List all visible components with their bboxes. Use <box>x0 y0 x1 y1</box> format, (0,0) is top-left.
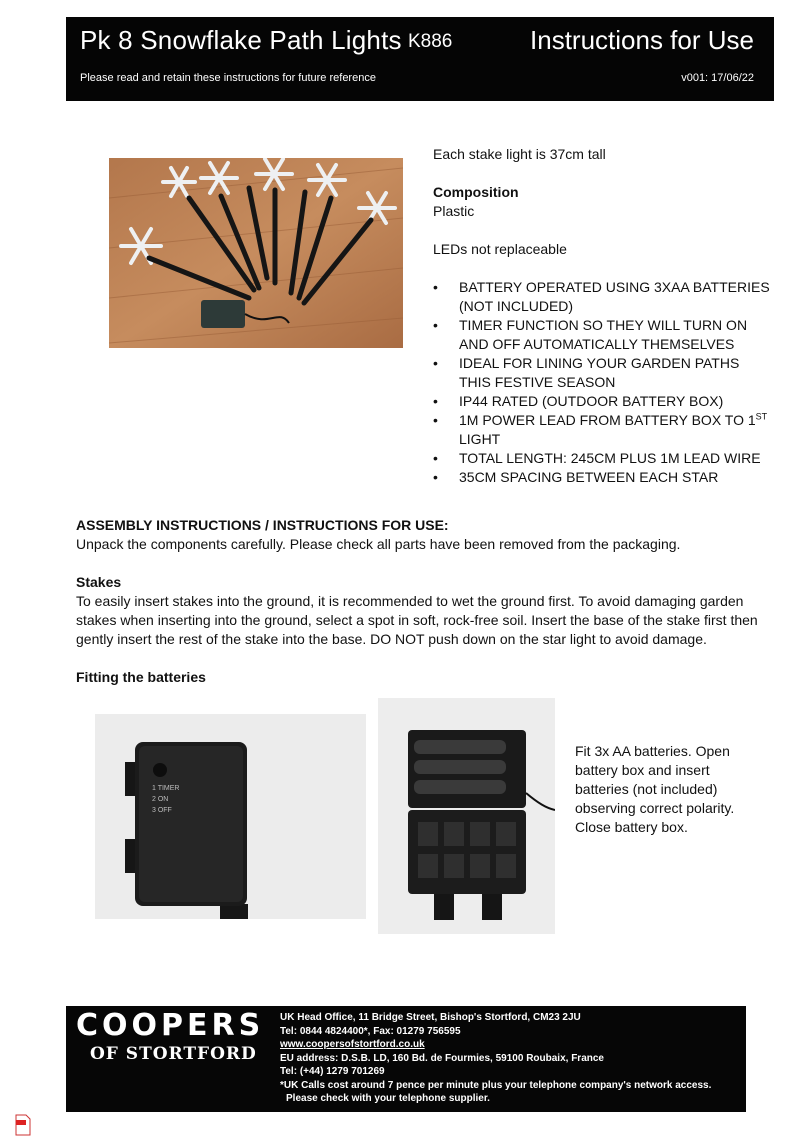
product-title: Pk 8 Snowflake Path Lights <box>80 25 402 55</box>
leds-note: LEDs not replaceable <box>433 241 567 257</box>
call-cost-note-2: Please check with your telephone supplier. <box>286 1093 490 1104</box>
address-line: UK Head Office, 11 Bridge Street, Bishop's Stortford, CM23 2JU <box>280 1012 581 1023</box>
list-item: • 1M POWER LEAD FROM BATTERY BOX TO 1ST LIGHT <box>433 411 768 447</box>
batteries-section <box>76 668 766 687</box>
timer-label: 1 TIMER <box>152 785 180 792</box>
eu-address-line: EU address: D.S.B. LD, 160 Bd. de Fourmies, 59100 Roubaix, France <box>280 1052 604 1064</box>
product-specs <box>433 145 773 487</box>
off-label: 3 OFF <box>152 807 172 814</box>
company-logo-sub: OF STORTFORD <box>90 1044 257 1064</box>
product-code: K886 <box>408 31 453 52</box>
stakes-text: To easily insert stakes into the ground, it is recommended to wet the ground first. To avoid damaging garden stakes when inserting into the ground, select a spot in soft, rock-free soil. Insert the base of the stake first then gently insert the rest of the stake into the base. DO NOT push down on the star light to avoid damage. <box>76 593 758 647</box>
version-date: v001: 17/06/22 <box>681 72 754 84</box>
assembly-section <box>76 516 766 554</box>
feature-list <box>433 278 773 487</box>
list-item: • TIMER FUNCTION SO THEY WILL TURN ON AND OFF AUTOMATICALLY THEMSELVES <box>433 317 748 352</box>
list-item: • BATTERY OPERATED USING 3XAA BATTERIES (NOT INCLUDED) <box>433 279 770 314</box>
on-label: 2 ON <box>152 796 169 803</box>
battery-box-open-photo <box>378 698 555 934</box>
website-link[interactable]: www.coopersofstortford.co.uk <box>280 1039 425 1050</box>
list-item: • TOTAL LENGTH: 245CM PLUS 1M LEAD WIRE <box>433 450 761 466</box>
pdf-icon <box>14 1114 32 1141</box>
battery-instructions: Fit 3x AA batteries. Open battery box and insert batteries (not included) observing correct polarity. Close battery box. <box>575 743 735 835</box>
battery-box-closed-photo <box>95 714 366 919</box>
list-item: • IDEAL FOR LINING YOUR GARDEN PATHS THIS FESTIVE SEASON <box>433 355 740 390</box>
company-address <box>280 1011 711 1106</box>
composition-heading: Composition <box>433 184 519 200</box>
assembly-text: Unpack the components carefully. Please check all parts have been removed from the packaging. <box>76 536 681 552</box>
company-logo: COOPERS <box>76 1008 265 1043</box>
header-banner <box>66 17 774 101</box>
product-photo <box>109 158 403 348</box>
list-item: • 35CM SPACING BETWEEN EACH STAR <box>433 469 719 485</box>
list-item: • IP44 RATED (OUTDOOR BATTERY BOX) <box>433 393 724 409</box>
stakes-heading: Stakes <box>76 574 122 590</box>
batteries-heading: Fitting the batteries <box>76 669 206 685</box>
call-cost-note: *UK Calls cost around 7 pence per minute plus your telephone company's network access. <box>280 1079 712 1091</box>
height-note: Each stake light is 37cm tall <box>433 146 606 162</box>
footer-banner <box>66 1006 746 1112</box>
composition-value: Plastic <box>433 203 475 219</box>
document-type: Instructions for Use <box>530 25 754 55</box>
eu-phone-line: Tel: (+44) 1279 701269 <box>280 1066 385 1077</box>
stakes-section <box>76 573 766 649</box>
contact-line: Tel: 0844 4824400*, Fax: 01279 756595 <box>280 1025 461 1037</box>
assembly-heading: ASSEMBLY INSTRUCTIONS / INSTRUCTIONS FOR USE: <box>76 517 449 533</box>
header-subtitle: Please read and retain these instructions for future reference <box>80 72 376 84</box>
